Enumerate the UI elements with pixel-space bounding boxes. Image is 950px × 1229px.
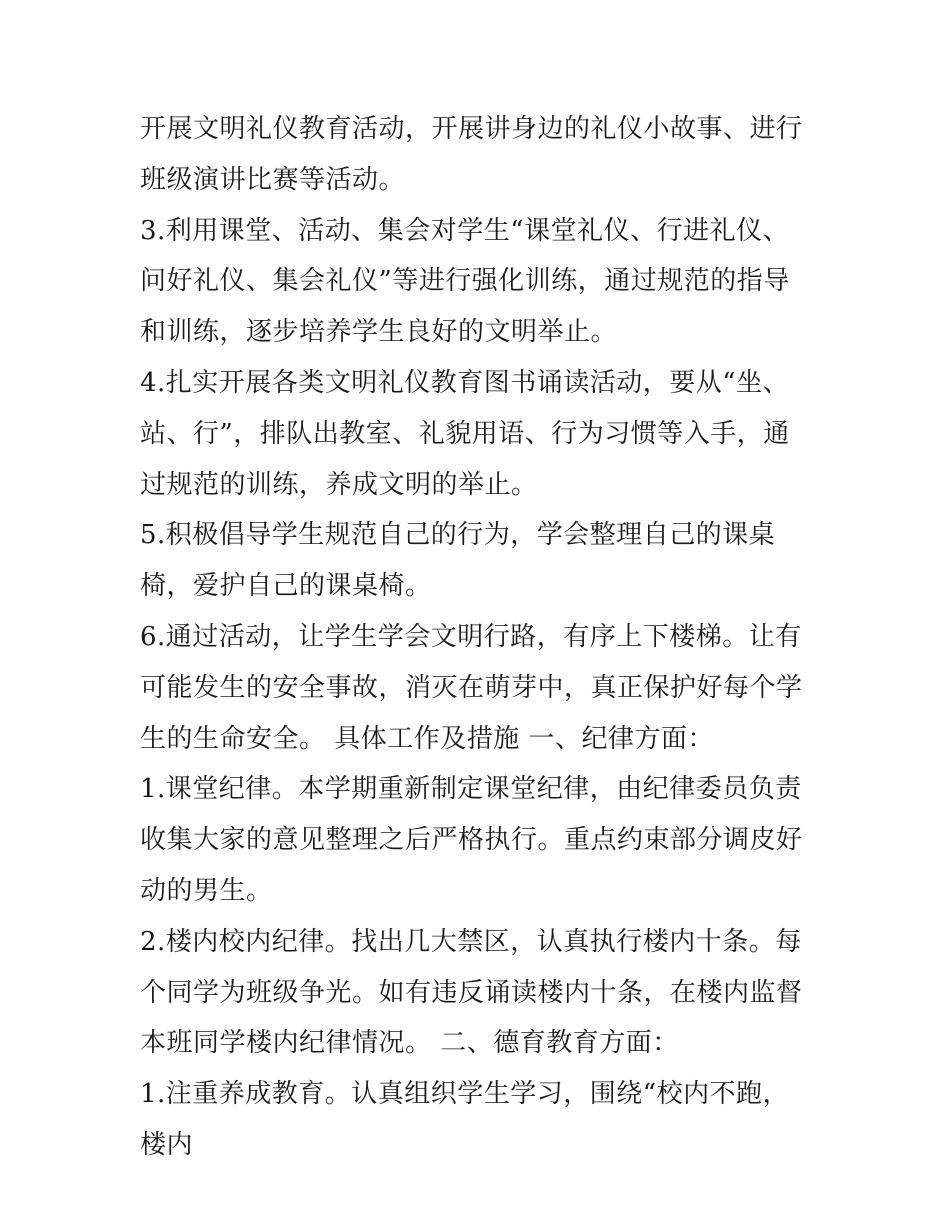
paragraph-discipline-2: 2.楼内校内纪律。找出几大禁区，认真执行楼内十条。每个同学为班级争光。如有违反诵读楼内十条，在楼内监督本班同学楼内纪律情况。 二、德育教育方面： — [140, 926, 803, 1059]
document-body — [140, 104, 815, 1171]
paragraph-item-3: 3.利用课堂、活动、集会对学生“课堂礼仪、行进礼仪、问好礼仪、集会礼仪”等进行强化训练，通过规范的指导和训练，逐步培养学生良好的文明举止。 — [140, 215, 790, 348]
paragraph-item-4: 4.扎实开展各类文明礼仪教育图书诵读活动，要从“坐、站、行”，排队出教室、礼貌用语、行为习惯等入手，通过规范的训练，养成文明的举止。 — [140, 367, 790, 500]
paragraph-moral-1: 1.注重养成教育。认真组织学生学习，围绕“校内不跑，楼内 — [140, 1079, 790, 1160]
paragraph-discipline-1: 1.课堂纪律。本学期重新制定课堂纪律，由纪律委员负责收集大家的意见整理之后严格执行。重点约束部分调皮好动的男生。 — [140, 774, 803, 906]
paragraph-item-6: 6.通过活动，让学生学会文明行路，有序上下楼梯。让有可能发生的安全事故，消灭在萌芽中，真正保护好每个学生的生命安全。 具体工作及措施 一、纪律方面： — [140, 621, 803, 754]
paragraph-etiquette-activities: 开展文明礼仪教育活动，开展讲身边的礼仪小故事、进行班级演讲比赛等活动。 — [140, 114, 803, 195]
paragraph-item-5: 5.积极倡导学生规范自己的行为，学会整理自己的课桌椅，爱护自己的课桌椅。 — [140, 520, 776, 602]
